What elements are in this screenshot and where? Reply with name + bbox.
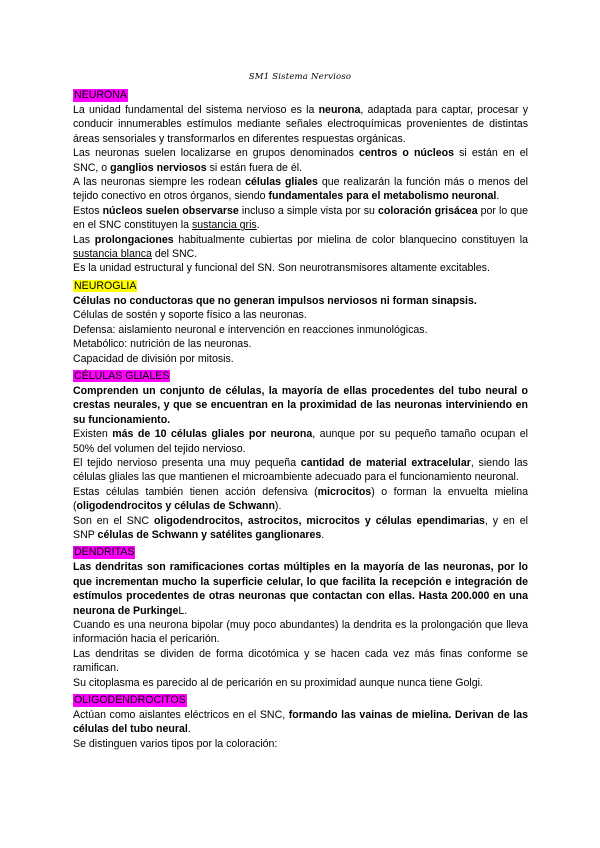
heading-celulas-gliales: CÉLULAS GLIALES	[74, 369, 170, 382]
heading-dendritas: DENDRITAS	[74, 546, 135, 559]
paragraph: Estos núcleos suelen observarse incluso a simple vista por su coloración grisácea por lo que en el SNC constituyen la sustancia gris.	[73, 204, 528, 232]
paragraph: Existen más de 10 células gliales por neurona, aunque por su pequeño tamaño ocupan el 50% del volumen del tejido nervioso.	[73, 428, 529, 455]
paragraph: Su citoplasma es parecido al de pericarión en su proximidad aunque nunca tiene Golgi.	[73, 676, 483, 689]
paragraph: Las dendritas se dividen de forma dicotómica y se hacen cada vez más finas conforme se ramifican.	[73, 647, 528, 675]
paragraph: Cuando es una neurona bipolar (muy poco abundantes) la dendrita es la prolongación que lleva información hacia el pericarión.	[73, 619, 528, 646]
paragraph: Metabólico: nutrición de las neuronas.	[73, 338, 252, 351]
paragraph: El tejido nervioso presenta una muy pequeña cantidad de material extracelular, siendo las células gliales las que mantienen el microambiente adecuado para el funcionamiento neuronal.	[73, 456, 528, 484]
paragraph: Es la unidad estructural y funcional del SN. Son neurotransmisores altamente excitables.	[73, 262, 490, 275]
paragraph: Capacidad de división por mitosis.	[73, 352, 234, 365]
section-oligodendrocitos	[73, 690, 528, 751]
section-neuroglia	[73, 276, 528, 366]
paragraph: Las prolongaciones habitualmente cubiertas por mielina de color blanquecino constituyen la sustancia blanca del SNC.	[73, 233, 528, 261]
section-dendritas	[73, 542, 528, 690]
heading-neuroglia: NEUROGLIA	[74, 279, 137, 292]
heading-oligodendrocitos: OLIGODENDROCITOS	[74, 694, 186, 707]
section-neurona	[73, 85, 528, 276]
paragraph: Actúan como aislantes eléctricos en el SNC, formando las vainas de mielina. Derivan de las células del tubo neural.	[73, 709, 528, 736]
paragraph: Estas células también tienen acción defensiva (microcitos) o forman la envuelta mielina (oligodendrocitos y células de Schwann).	[73, 485, 529, 513]
paragraph: Defensa: aislamiento neuronal e intervención en reacciones inmunológicas.	[73, 323, 428, 336]
page-title: SM1 Sistema Nervioso	[248, 72, 352, 82]
paragraph: Son en el SNC oligodendrocitos, astrocitos, microcitos y células ependimarias, y en el SNP células de Schwann y satélites ganglionares.	[73, 514, 528, 541]
paragraph: Se distinguen varios tipos por la coloración:	[73, 737, 278, 750]
paragraph: Las neuronas suelen localizarse en grupos denominados centros o núcleos si están en el SNC, o ganglios nerviosos si están fuera de él.	[73, 147, 528, 174]
paragraph: La unidad fundamental del sistema nervioso es la neurona, adaptada para captar, procesar y conducir innumerables estímulos mediante señales electroquímicas provenientes de distintas áreas sensoriales y transformarlos en diferentes respuestas orgánicas.	[73, 104, 528, 145]
paragraph: Células no conductoras que no generan impulsos nerviosos ni forman sinapsis.	[73, 294, 477, 307]
document-content	[73, 85, 528, 751]
paragraph: Comprenden un conjunto de células, la mayoría de ellas procedentes del tubo neural o crestas neurales, y que se encuentran en la proximidad de las neuronas interviniendo en su funcionamiento.	[73, 384, 528, 426]
paragraph: Las dendritas son ramificaciones cortas múltiples en la mayoría de las neuronas, por lo que incrementan mucho la superficie celular, lo que facilita la recepción e integración de estímulos procedentes de otras neuronas que contactan con ellas. Hasta 200.000 en una neurona de PurkingeL.	[73, 561, 528, 617]
section-celulas-gliales	[73, 366, 528, 542]
paragraph: Células de sostén y soporte físico a las neuronas.	[73, 309, 307, 322]
heading-neurona: NEURONA	[74, 89, 127, 101]
paragraph: A las neuronas siempre les rodean células gliales que realizarán la función más o menos del tejido conectivo en otros órganos, siendo fundamentales para el metabolismo neuronal.	[73, 176, 528, 203]
